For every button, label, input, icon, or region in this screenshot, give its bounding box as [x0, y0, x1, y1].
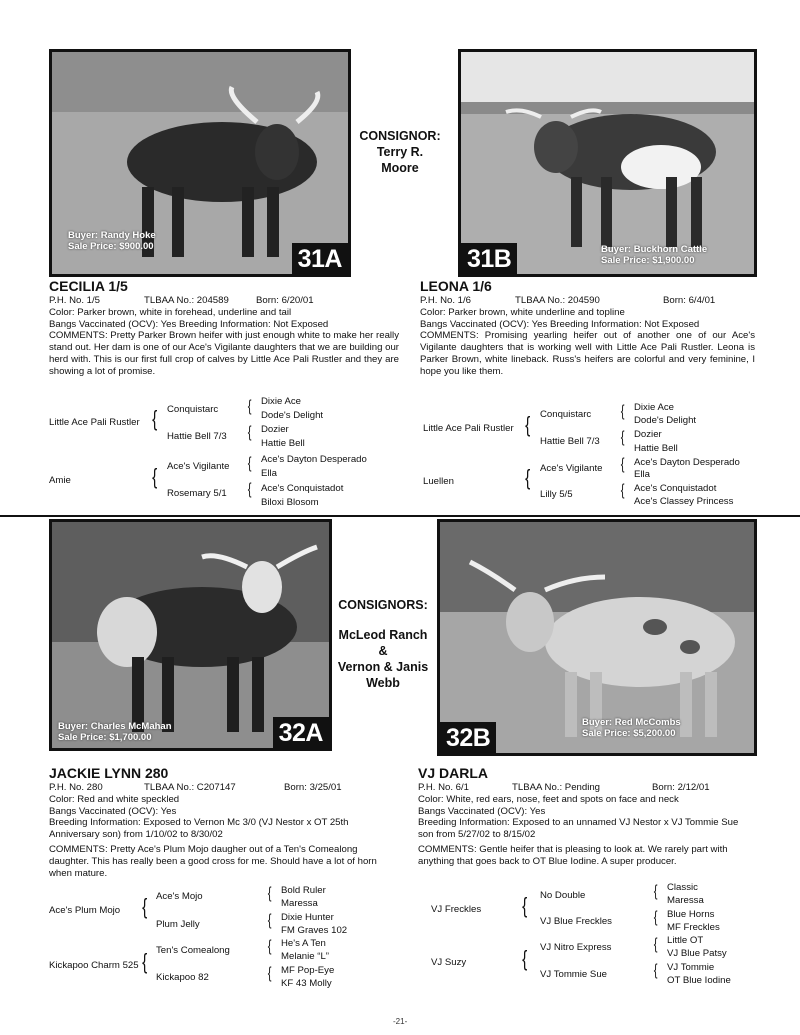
pedigree-gp: Ella: [261, 468, 277, 479]
consignor-name: Terry R.: [376, 145, 424, 159]
brace: {: [267, 885, 272, 902]
birth-date: Born: 3/25/01: [284, 782, 342, 793]
pedigree-sire-sire: Conquistarc: [540, 409, 592, 420]
buyer-info: [58, 721, 172, 743]
pedigree-sire: Ace's Plum Mojo: [49, 905, 121, 916]
buyer-info: [601, 244, 707, 266]
brace: {: [267, 912, 272, 929]
pedigree-dam-dam: Lilly 5/5: [540, 489, 573, 500]
consignor-name: &: [378, 644, 388, 658]
breeding-line: Breeding Information: Exposed to Vernon Mc 3/0 (VJ Nestor x OT 25th Anniversary son) from 1/10/02 to 8/30/02: [49, 817, 349, 841]
brace: {: [522, 946, 528, 971]
brace: {: [620, 456, 625, 473]
birth-date: Born: 6/20/01: [256, 295, 314, 306]
buyer-name: Buyer: Randy Hoke: [68, 230, 156, 241]
buyer-name: Buyer: Red McCombs: [582, 717, 681, 728]
cattle-photo-32a: [52, 522, 329, 748]
pedigree-dam-dam: VJ Tommie Sue: [540, 969, 608, 980]
pedigree-gp: Dozier: [261, 424, 289, 435]
pedigree-gp: VJ Blue Patsy: [667, 948, 727, 959]
pedigree-gp: Melanie “L”: [281, 951, 329, 962]
brace: {: [267, 938, 272, 955]
pedigree-gp: Biloxi Blosom: [261, 497, 319, 508]
brace: {: [620, 429, 625, 446]
buyer-name: Buyer: Charles McMahan: [58, 721, 172, 732]
pedigree-sire-dam: Hattie Bell 7/3: [540, 436, 600, 447]
birth-date: Born: 6/4/01: [663, 295, 716, 306]
pedigree-gp: Ace's Conquistadot: [634, 483, 717, 494]
pedigree-sire-dam: Hattie Bell 7/3: [167, 431, 227, 442]
buyer-info: [582, 717, 681, 739]
pedigree: [49, 885, 389, 995]
pedigree-gp: MF Freckles: [667, 922, 720, 933]
animal-name: LEONA 1/6: [420, 278, 492, 294]
animal-info: [420, 295, 755, 378]
pedigree-gp: Dixie Ace: [261, 396, 301, 407]
pedigree-sire-sire: No Double: [540, 890, 586, 901]
animal-info: [49, 782, 389, 879]
photo-32b: [437, 519, 757, 756]
consignor-name: McLeod Ranch: [338, 628, 428, 642]
animal-name: CECILIA 1/5: [49, 278, 128, 294]
pedigree-dam-sire: Ten's Comealong: [156, 945, 230, 956]
pedigree-gp: Dode's Delight: [261, 410, 324, 421]
breeding-line: Breeding Information: Exposed to an unnamed VJ Nestor x VJ Tommie Sue son from 5/27/02 to 8/15/02: [418, 817, 739, 841]
comments: COMMENTS: Pretty Parker Brown heifer with just enough white to make her really stand out. Her dam is one of our Ace's Vigilante daughters that we are building our herd with. This is our first full crop of calves by Little Ace Pali Rustler and they are showing a lot of promise.: [49, 330, 399, 377]
bangs-line: Bangs Vaccinated (OCV): Yes: [418, 805, 546, 817]
sale-price: Sale Price: $5,200.00: [582, 728, 676, 739]
lot-badge: 32B: [440, 722, 496, 753]
brace: {: [247, 481, 252, 498]
bangs-line: Bangs Vaccinated (OCV): Yes Breeding Information: Not Exposed: [49, 318, 329, 330]
pedigree-gp: Blue Horns: [667, 909, 715, 920]
sale-price: Sale Price: $1,900.00: [601, 255, 695, 266]
pedigree-gp: Ella: [634, 469, 650, 480]
pedigree-gp: Ace's Classey Princess: [634, 496, 734, 507]
pedigree-sire: VJ Freckles: [431, 904, 482, 915]
color-line: Color: Parker brown, white in forehead, underline and tail: [49, 306, 292, 318]
pedigree-gp: Dixie Ace: [634, 402, 674, 413]
ph-number: P.H. No. 6/1: [418, 782, 470, 793]
pedigree-sire-dam: VJ Blue Freckles: [540, 916, 612, 927]
ph-number: P.H. No. 1/5: [49, 295, 101, 306]
pedigree-gp: Hattie Bell: [634, 443, 678, 454]
buyer-name: Buyer: Buckhorn Cattle: [601, 244, 708, 255]
consignor-label: CONSIGNOR:: [359, 129, 441, 143]
pedigree-sire-dam: Plum Jelly: [156, 919, 200, 930]
bangs-line: Bangs Vaccinated (OCV): Yes Breeding Information: Not Exposed: [420, 318, 700, 330]
pedigree-dam: Kickapoo Charm 525: [49, 960, 139, 971]
pedigree-gp: Dode's Delight: [634, 415, 697, 426]
comments: COMMENTS: Promising yearling heifer out of another one of our Ace's Vigilante daughters that is working well with Little Ace Pali Rustler. Leona is Parker Brown, white lineback. Russ's heifers are colorful and very feminine, I hope you like them.: [420, 330, 755, 377]
photo-32a: [49, 519, 332, 751]
consignor-block: [350, 128, 450, 176]
brace: {: [152, 464, 158, 489]
tlbaa-number: TLBAA No.: 204590: [515, 295, 600, 306]
pedigree-sire: Little Ace Pali Rustler: [423, 423, 514, 434]
bangs-line: Bangs Vaccinated (OCV): Yes: [49, 805, 177, 817]
tlbaa-number: TLBAA No.: C207147: [144, 782, 236, 793]
comments: COMMENTS: Gentle heifer that is pleasing to look at. We rarely part with anything that goes back to OT Blue Iodine. A super producer.: [418, 843, 728, 867]
pedigree-gp: OT Blue Iodine: [667, 975, 731, 986]
pedigree-dam-sire: Ace's Vigilante: [167, 461, 230, 472]
color-line: Color: Red and white speckled: [49, 793, 180, 805]
color-line: Color: Parker brown, white underline and topline: [420, 306, 625, 318]
consignor-name: Vernon & Janis: [337, 660, 429, 674]
pedigree-gp: MF Pop-Eye: [281, 965, 335, 976]
consignor-name: Webb: [366, 676, 400, 690]
color-line: Color: White, red ears, nose, feet and spots on face and neck: [418, 793, 679, 805]
brace: {: [620, 403, 625, 420]
tlbaa-number: TLBAA No.: Pending: [512, 782, 600, 793]
pedigree-gp: Ace's Conquistadot: [261, 483, 344, 494]
brace: {: [142, 894, 148, 919]
brace: {: [522, 893, 528, 918]
lot-badge: 31B: [461, 243, 517, 274]
buyer-info: [68, 230, 156, 252]
brace: {: [267, 965, 272, 982]
pedigree-gp: FM Graves 102: [281, 925, 348, 936]
animal-info: [49, 295, 399, 378]
brace: {: [653, 909, 658, 926]
animal-name: JACKIE LYNN 280: [49, 765, 169, 781]
pedigree: [431, 882, 761, 992]
photo-31b: [458, 49, 757, 277]
brace: {: [142, 949, 148, 974]
pedigree: [423, 401, 763, 513]
lot-badge: 31A: [292, 243, 348, 274]
pedigree-gp: Hattie Bell: [261, 438, 305, 449]
pedigree-gp: Maressa: [667, 895, 704, 906]
pedigree-sire: Little Ace Pali Rustler: [49, 417, 140, 428]
pedigree-gp: Dozier: [634, 429, 662, 440]
pedigree-dam-dam: Kickapoo 82: [156, 972, 209, 983]
pedigree-gp: Classic: [667, 882, 698, 893]
pedigree-gp: He's A Ten: [281, 938, 326, 949]
consignor-block: [330, 597, 436, 691]
page-number: -21-: [393, 1017, 408, 1026]
pedigree: [49, 396, 399, 508]
animal-info: [418, 782, 753, 868]
pedigree-sire-sire: Ace's Mojo: [156, 891, 203, 902]
brace: {: [653, 883, 658, 900]
pedigree-dam-sire: Ace's Vigilante: [540, 463, 603, 474]
pedigree-gp: Little OT: [667, 935, 704, 946]
pedigree-dam-sire: VJ Nitro Express: [540, 942, 612, 953]
pedigree-gp: KF 43 Molly: [281, 978, 332, 989]
ph-number: P.H. No. 1/6: [420, 295, 472, 306]
brace: {: [525, 412, 531, 437]
pedigree-dam: VJ Suzy: [431, 957, 467, 968]
birth-date: Born: 2/12/01: [652, 782, 710, 793]
pedigree-sire-sire: Conquistarc: [167, 404, 219, 415]
pedigree-gp: VJ Tommie: [667, 962, 715, 973]
sale-price: Sale Price: $900.00: [68, 241, 154, 252]
brace: {: [247, 455, 252, 472]
photo-31a: [49, 49, 351, 277]
lot-badge: 32A: [273, 717, 329, 748]
ph-number: P.H. No. 280: [49, 782, 103, 793]
brace: {: [620, 482, 625, 499]
brace: {: [247, 398, 252, 415]
brace: {: [653, 936, 658, 953]
animal-name: VJ DARLA: [418, 765, 489, 781]
consignor-label: CONSIGNORS:: [338, 598, 428, 612]
brace: {: [525, 465, 531, 490]
tlbaa-number: TLBAA No.: 204589: [144, 295, 229, 306]
pedigree-gp: Maressa: [281, 898, 318, 909]
section-divider: [0, 515, 800, 517]
comments: COMMENTS: Pretty Ace's Plum Mojo daugher out of a Ten's Comealong daughter. This has really been a good cross for me. Should have a lot of horn when mature.: [49, 843, 377, 879]
pedigree-dam: Luellen: [423, 476, 454, 487]
pedigree-gp: Bold Ruler: [281, 885, 326, 896]
sale-price: Sale Price: $1,700.00: [58, 732, 152, 743]
consignor-name: Moore: [381, 161, 419, 175]
pedigree-dam: Amie: [49, 475, 71, 486]
pedigree-gp: Ace's Dayton Desperado: [634, 457, 740, 468]
brace: {: [152, 406, 158, 431]
brace: {: [247, 424, 252, 441]
pedigree-gp: Dixie Hunter: [281, 912, 334, 923]
pedigree-dam-dam: Rosemary 5/1: [167, 488, 227, 499]
pedigree-gp: Ace's Dayton Desperado: [261, 454, 367, 465]
brace: {: [653, 962, 658, 979]
cattle-photo-31b: [461, 52, 754, 274]
